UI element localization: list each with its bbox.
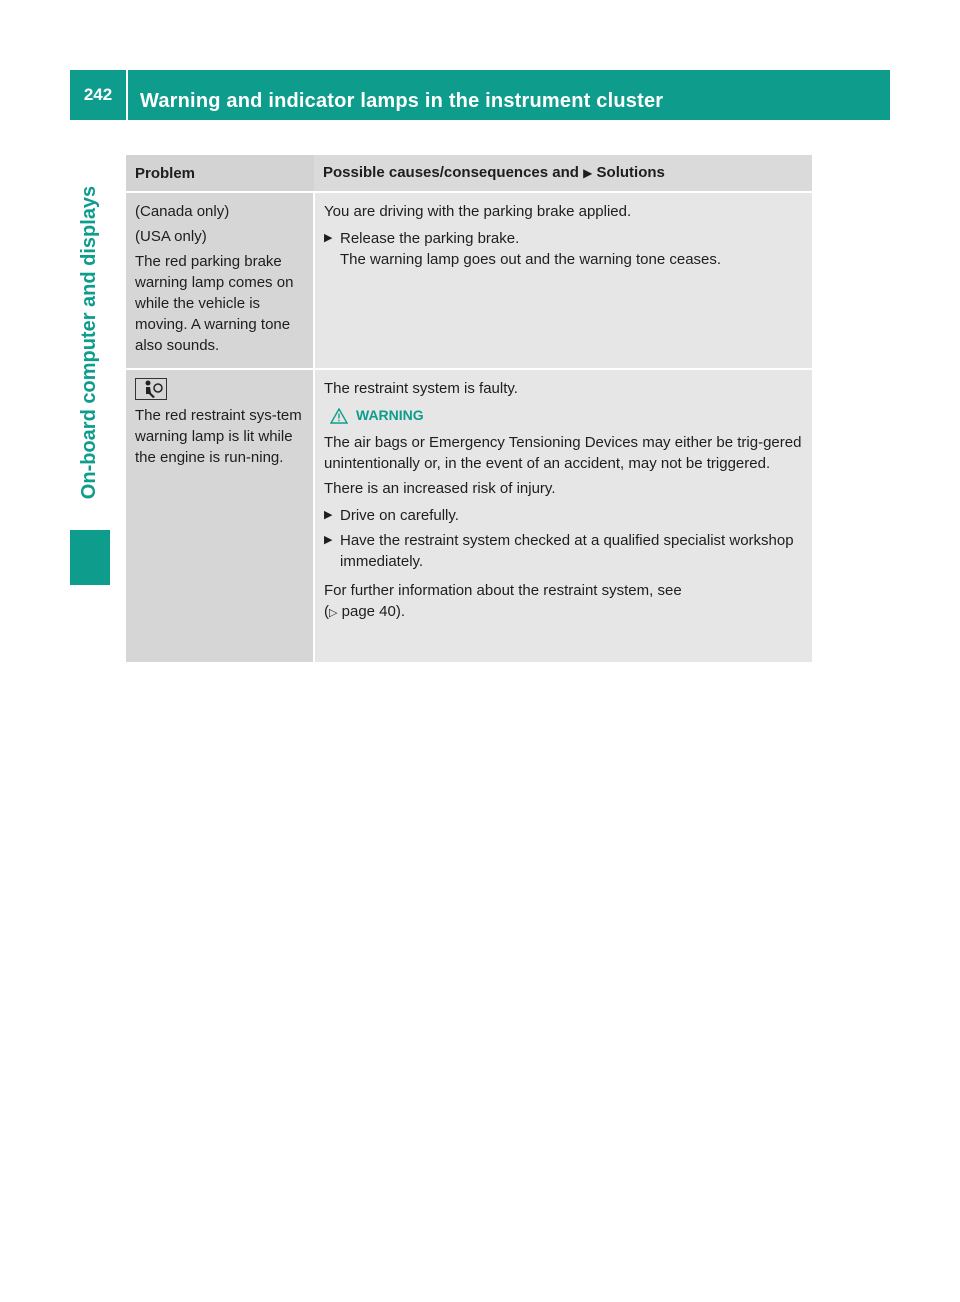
warning-text: The air bags or Emergency Tensioning Devices may either be trig-gered unintentionally or, in the event of an accident, may not be triggered. (324, 434, 802, 472)
solution-cell (314, 369, 812, 662)
problem-cell (126, 192, 314, 369)
cause-text: You are driving with the parking brake applied. (324, 203, 632, 220)
problem-cell (126, 369, 314, 662)
solution-cell (314, 192, 812, 369)
restraint-system-icon (135, 378, 167, 400)
column-header-solutions-prefix: Possible causes/consequences and (323, 164, 579, 181)
warning-label: WARNING (356, 407, 424, 423)
cause-text: The restraint system is faulty. (324, 380, 518, 397)
column-header-solutions (314, 155, 812, 192)
side-tab-text: On-board computer and displays (78, 185, 101, 500)
step-arrow-icon: ▶ (324, 509, 333, 521)
table-row (126, 369, 812, 662)
page-title: Warning and indicator lamps in the instrument cluster (140, 89, 664, 112)
problem-description: The red parking brake warning lamp comes on while the vehicle is moving. A warning tone also sounds. (135, 253, 294, 354)
solution-step (324, 228, 804, 270)
page-number: 242 (83, 85, 113, 104)
solution-step (324, 530, 804, 572)
step-arrow-icon: ▶ (324, 232, 333, 244)
table-row (126, 192, 812, 369)
problem-description: The red restraint sys-tem warning lamp is lit while the engine is run-ning. (135, 407, 302, 466)
step-text: Have the restraint system checked at a qualified specialist workshop immediately. (340, 532, 794, 570)
warning-heading (330, 405, 804, 426)
step-text: Drive on carefully. (340, 507, 459, 524)
step-text: Release the parking brake. (340, 230, 520, 247)
page-reference[interactable]: (▷ page 40). (324, 603, 406, 620)
solution-step (324, 505, 804, 526)
column-header-problem: Problem (126, 155, 314, 192)
problem-region-canada: (Canada only) (135, 203, 230, 220)
step-arrow-icon: ▶ (324, 534, 333, 546)
side-tab-label (68, 155, 112, 530)
risk-text: There is an increased risk of injury. (324, 480, 556, 497)
further-info-text: For further information about the restraint system, see (324, 582, 682, 599)
page-ref-text: page 40). (341, 603, 406, 620)
step-detail: The warning lamp goes out and the warning tone ceases. (340, 251, 722, 268)
warning-triangle-icon (330, 408, 348, 424)
problem-solution-table (126, 155, 812, 662)
header-bar (70, 70, 890, 120)
table-header-row (126, 155, 812, 192)
problem-region-usa: (USA only) (135, 228, 207, 245)
arrow-right-icon: ▶ (583, 166, 593, 180)
page-ref-arrow-icon: ▷ (329, 607, 338, 619)
column-header-solutions-suffix: Solutions (596, 164, 665, 181)
